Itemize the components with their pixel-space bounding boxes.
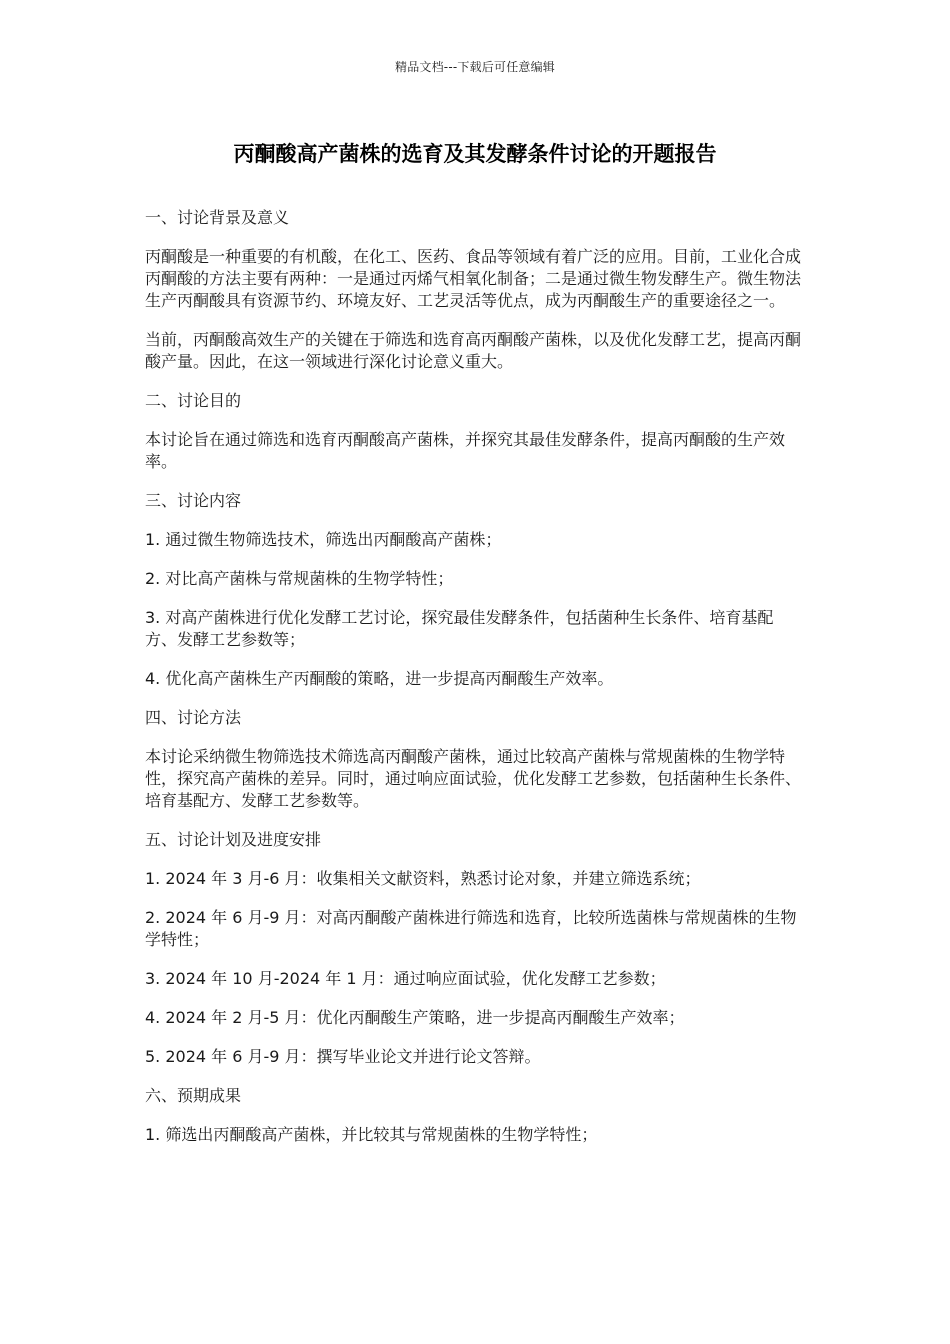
- list-item-schedule-1: 1. 2024 年 3 月-6 月：收集相关文献资料，熟悉讨论对象，并建立筛选系统；: [145, 869, 701, 888]
- list-item-content-2: 2. 对比高产菌株与常规菌株的生物学特性；: [145, 569, 454, 588]
- section-heading-background: 一、讨论背景及意义: [145, 208, 290, 227]
- document-title: 丙酮酸高产菌株的选育及其发酵条件讨论的开题报告: [233, 142, 717, 166]
- list-item-content-4: 4. 优化高产菌株生产丙酮酸的策略，进一步提高丙酮酸生产效率。: [145, 669, 614, 688]
- section-heading-method: 四、讨论方法: [145, 708, 242, 727]
- section-heading-schedule: 五、讨论计划及进度安排: [145, 830, 322, 849]
- list-item-schedule-5: 5. 2024 年 6 月-9 月：撰写毕业论文并进行论文答辩。: [145, 1047, 541, 1066]
- list-item-content-1: 1. 通过微生物筛选技术，筛选出丙酮酸高产菌株；: [145, 530, 502, 549]
- list-item-schedule-4: 4. 2024 年 2 月-5 月：优化丙酮酸生产策略，进一步提高丙酮酸生产效率；: [145, 1008, 685, 1027]
- section-heading-purpose: 二、讨论目的: [145, 391, 242, 410]
- header-note: 精品文档---下载后可任意编辑: [395, 60, 555, 74]
- paragraph-background-1: 丙酮酸是一种重要的有机酸，在化工、医药、食品等领域有着广泛的应用。目前，工业化合成丙酮酸的方法主要有两种：一是通过丙烯气相氧化制备；二是通过微生物发酵生产。微生物法生产丙酮酸具有资源节约、环境友好、工艺灵活等优点，成为丙酮酸生产的重要途径之一。: [145, 247, 802, 310]
- paragraph-method: 本讨论采纳微生物筛选技术筛选高丙酮酸产菌株，通过比较高产菌株与常规菌株的生物学特性，探究高产菌株的差异。同时，通过响应面试验，优化发酵工艺参数，包括菌种生长条件、培育基配方、发酵工艺参数等。: [145, 747, 802, 810]
- section-heading-outcomes: 六、预期成果: [145, 1086, 242, 1105]
- paragraph-background-2: 当前，丙酮酸高效生产的关键在于筛选和选育高丙酮酸产菌株，以及优化发酵工艺，提高丙酮酸产量。因此，在这一领域进行深化讨论意义重大。: [145, 330, 802, 371]
- list-item-schedule-2: 2. 2024 年 6 月-9 月：对高丙酮酸产菌株进行筛选和选育，比较所选菌株与常规菌株的生物学特性；: [145, 908, 797, 949]
- list-item-outcome-1: 1. 筛选出丙酮酸高产菌株，并比较其与常规菌株的生物学特性；: [145, 1125, 598, 1144]
- list-item-schedule-3: 3. 2024 年 10 月-2024 年 1 月：通过响应面试验，优化发酵工艺参数；: [145, 969, 666, 988]
- paragraph-purpose: 本讨论旨在通过筛选和选育丙酮酸高产菌株，并探究其最佳发酵条件，提高丙酮酸的生产效率。: [145, 430, 786, 471]
- document-body: [145, 207, 805, 1163]
- section-heading-content: 三、讨论内容: [145, 491, 242, 510]
- list-item-content-3: 3. 对高产菌株进行优化发酵工艺讨论，探究最佳发酵条件，包括菌种生长条件、培育基配方、发酵工艺参数等；: [145, 608, 774, 649]
